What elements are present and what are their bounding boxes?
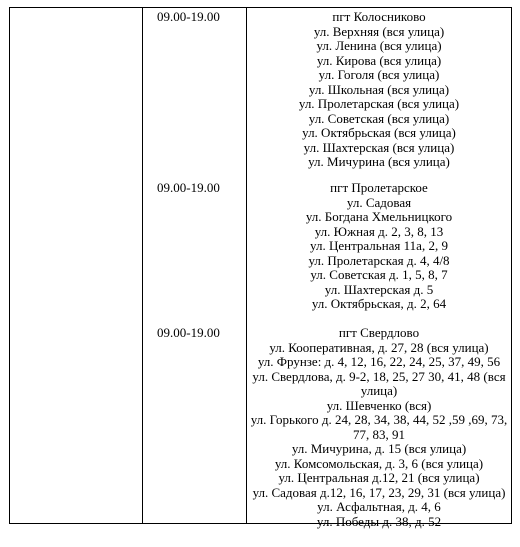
time-cell: 09.00-19.00 [157,180,220,195]
address-block-sverdlovo [247,326,511,529]
locality-title: пгт Свердлово [338,325,420,340]
street-line: 77, 83, 91 [353,426,405,442]
street-line: ул. Кооперативная, д. 27, 28 (вся улица) [269,339,489,355]
street-line: ул. Садовая [346,194,412,210]
street-line: ул. Кирова (вся улица) [316,52,442,68]
street-line: ул. Победы д. 38, д. 52 [316,513,442,529]
street-line: ул. Шахтерская (вся улица) [303,139,455,155]
street-line: ул. Свердлова, д. 9-2, 18, 25, 27 30, 41, 48 (вся [252,368,506,384]
address-column [247,8,511,529]
street-line: ул. Асфальтная, д. 4, 6 [317,499,441,514]
street-line: ул. Пролетарская (вся улица) [298,96,460,111]
time-column [143,8,247,523]
street-line: ул. Мичурина, д. 15 (вся улица) [291,441,467,456]
locality-title: пгт Колосниково [332,9,426,24]
street-line: ул. Шевченко (вся) [326,397,432,413]
street-line: ул. Гоголя (вся улица) [318,67,440,82]
street-line: улица) [360,383,398,398]
street-line: ул. Ленина (вся улица) [316,38,442,53]
street-line: ул. Верхняя (вся улица) [313,23,445,39]
street-line: ул. Пролетарская д. 4, 4/8 [308,252,450,268]
street-line: ул. Фрунзе: д. 4, 12, 16, 22, 24, 25, 37, 49, 56 [257,354,501,369]
street-line: ул. Садовая д.12, 16, 17, 23, 29, 31 (вся улица) [252,484,506,500]
time-cell: 09.00-19.00 [157,325,220,340]
street-line: ул. Советская (вся улица) [308,110,450,126]
street-line: ул. Советская д. 1, 5, 8, 7 [310,267,448,282]
street-line: ул. Горького д. 24, 28, 34, 38, 44, 52 ,59 ,69, 73, [250,412,508,427]
address-block-proletarskoe [247,181,511,312]
time-cell: 09.00-19.00 [157,9,220,24]
address-block-kolosnikovo [247,10,511,170]
street-line: ул. Комсомольская, д. 3, 6 (вся улица) [274,455,484,471]
empty-column [10,8,143,523]
street-line: ул. Мичурина (вся улица) [308,154,450,169]
street-line: ул. Октябрьская (вся улица) [302,125,456,140]
street-line: ул. Центральная д.12, 21 (вся улица) [278,470,480,485]
street-line: ул. Центральная 11а, 2, 9 [310,238,448,253]
street-line: ул. Южная д. 2, 3, 8, 13 [314,223,444,239]
street-line: ул. Богдана Хмельницкого [305,209,453,224]
locality-title: пгт Пролетарское [330,180,428,195]
street-line: ул. Октябрьская, д. 2, 64 [311,296,447,311]
street-line: ул. Шахтерская д. 5 [324,281,434,297]
schedule-table [9,7,512,529]
street-line: ул. Школьная (вся улица) [308,81,450,97]
